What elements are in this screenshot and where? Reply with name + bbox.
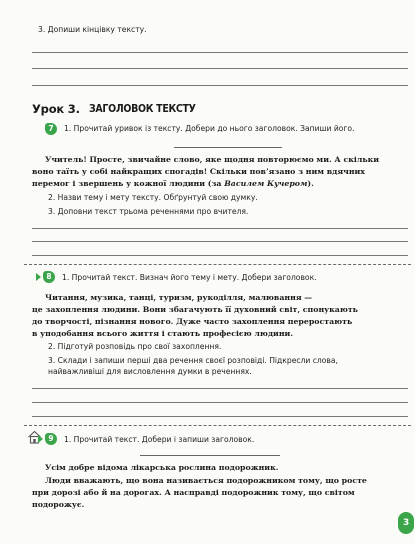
ex8-text-line1: Читання, музика, танці, туризм, рукоділля, малювання — xyxy=(45,293,313,302)
page-number: 3 xyxy=(398,512,414,534)
exercise-number-badge: 8 xyxy=(43,271,55,283)
answer-line[interactable] xyxy=(32,228,408,229)
ex9-text-line2: Люди вважають, що вона називається подорожником тому, що росте xyxy=(45,476,367,485)
ex9-task1: 1. Прочитай текст. Добери і запиши заголовок. xyxy=(64,435,255,444)
ex7-task2: 2. Назви тему і мету тексту. Обґрунтуй свою думку. xyxy=(48,193,258,202)
arrow-marker-icon xyxy=(38,435,43,443)
answer-line[interactable] xyxy=(32,241,408,242)
ex7-task1: 1. Прочитай уривок із тексту. Добери до нього заголовок. Запиши його. xyxy=(64,124,355,133)
title-answer-line[interactable] xyxy=(140,455,280,456)
ex8-task3-line2: найважливіші для висловлення думки в реченнях. xyxy=(48,367,252,376)
answer-line[interactable] xyxy=(32,402,408,403)
ex9-text-line4: подорожує. xyxy=(32,500,85,509)
ex7-text-line3-start: перемог і звершень у кожної людини (за xyxy=(32,179,225,188)
ex8-text-line4: в уподобання всього життя і стають професією людини. xyxy=(32,329,294,338)
exercise-number-badge: 7 xyxy=(45,123,57,135)
ex7-text-line1: Учитель! Просте, звичайне слово, яке щодня повторюємо ми. А скільки xyxy=(45,155,380,164)
ex8-text-line2: це захоплення людини. Вони збагачують її духовний світ, спонукають xyxy=(32,305,358,314)
ex9-text-line3: при дорозі або й на дорогах. А насправді подорожник тому, що світом xyxy=(32,488,355,497)
task-complete-ending: 3. Допиши кінцівку тексту. xyxy=(38,25,147,34)
title-answer-line[interactable] xyxy=(174,147,282,148)
answer-line[interactable] xyxy=(32,388,408,389)
answer-line[interactable] xyxy=(32,85,408,86)
ex8-text-line3: до творчості, пізнання нового. Дуже часто захоплення переростають xyxy=(32,317,353,326)
ex8-task3-line1: 3. Склади і запиши перші два речення своєї розповіді. Підкресли слова, xyxy=(48,356,338,365)
ex7-text-line3 xyxy=(32,179,314,188)
ex8-task2: 2. Підготуй розповідь про свої захоплення. xyxy=(48,342,222,351)
section-divider xyxy=(24,425,411,426)
ex7-author: Василем Кучером xyxy=(224,179,308,188)
lesson-topic: ЗАГОЛОВОК ТЕКСТУ xyxy=(89,103,196,115)
arrow-marker-icon xyxy=(36,273,41,281)
answer-line[interactable] xyxy=(32,255,408,256)
answer-line[interactable] xyxy=(32,52,408,53)
ex7-text-line2: воно таїть у собі найкращих спогадів! Скільки пов’язано з ним вдячних xyxy=(32,167,365,176)
lesson-number: Урок 3. xyxy=(32,102,80,116)
ex9-text-line1: Усім добре відома лікарська рослина подорожник. xyxy=(45,463,279,472)
answer-line[interactable] xyxy=(32,68,408,69)
section-divider xyxy=(24,264,411,265)
ex7-text-line3-end: ). xyxy=(307,179,314,188)
ex8-task1: 1. Прочитай текст. Визнач його тему і мету. Добери заголовок. xyxy=(62,273,317,282)
ex7-task3: 3. Доповни текст трьома реченнями про вчителя. xyxy=(48,207,249,216)
exercise-number-badge: 9 xyxy=(45,433,57,445)
answer-line[interactable] xyxy=(32,416,408,417)
